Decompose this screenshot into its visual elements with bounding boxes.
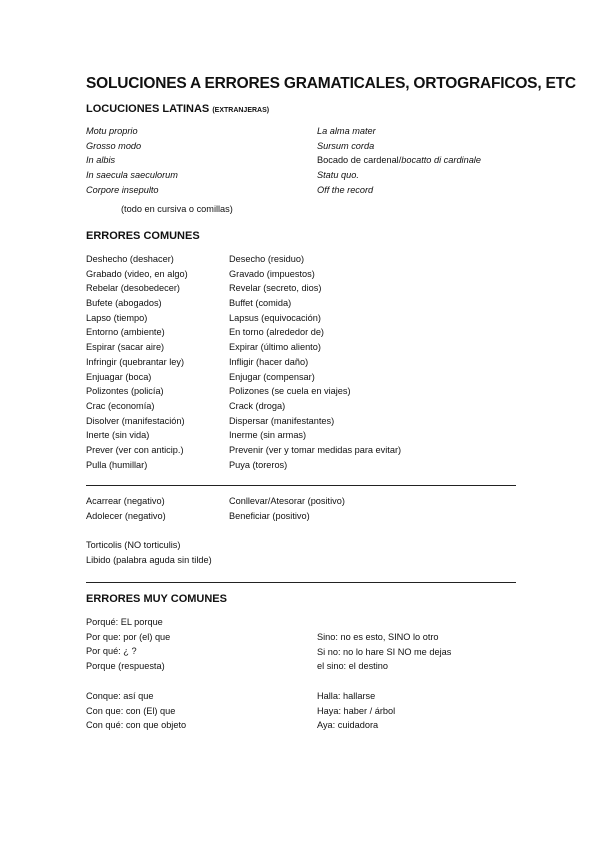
latin-term: In saecula saeculorum [86, 170, 178, 181]
list-item: Grabado (video, en algo) [86, 268, 188, 279]
list-item: Lapsus (equivocación) [229, 312, 321, 323]
list-item: En torno (alrededor de) [229, 327, 324, 338]
section-heading-muy: ERRORES MUY COMUNES [86, 593, 227, 605]
list-item: Con que: con (El) que [86, 705, 176, 716]
page-title: SOLUCIONES A ERRORES GRAMATICALES, ORTOGRAFICOS, ETC [86, 75, 576, 92]
latin-term: La alma mater [317, 126, 376, 136]
list-item: Crac (economía) [86, 400, 155, 411]
list-item: Gravado (impuestos) [229, 268, 315, 279]
list-item: Espirar (sacar aire) [86, 342, 165, 353]
divider [86, 582, 516, 583]
latin-term: Sursum corda [317, 140, 375, 151]
list-item: Infringir (quebrantar ley) [86, 356, 185, 367]
list-item: Deshecho (deshacer) [86, 254, 174, 264]
latin-term-italic: bocatto di cardinale [401, 155, 481, 166]
list-item: Libido (palabra aguda sin tilde) [86, 554, 212, 565]
list-item: Buffet (comida) [229, 298, 292, 309]
list-item: Inerte (sin vida) [86, 430, 150, 441]
list-item: Beneficiar (positivo) [229, 510, 310, 521]
list-item: Polizones (se cuela en viajes) [229, 386, 351, 397]
latin-term: Off the record [317, 184, 374, 195]
latin-term-mixed [317, 153, 481, 168]
latin-heading-note: (EXTRANJERAS) [212, 107, 270, 114]
list-item: Crack (droga) [229, 400, 286, 411]
list-item: Polizontes (policía) [86, 386, 164, 397]
list-item: Conque: así que [86, 691, 154, 701]
latin-note: (todo en cursiva o comillas) [121, 204, 233, 214]
list-item: Aya: cuidadora [317, 720, 379, 731]
list-item: Pulla (humillar) [86, 459, 148, 470]
list-item: Disolver (manifestación) [86, 415, 185, 426]
muy-left-column-2 [86, 689, 186, 733]
list-item: Enjugar (compensar) [229, 371, 315, 382]
latin-right-column [317, 124, 481, 197]
latin-heading-text: LOCUCIONES LATINAS [86, 103, 210, 115]
list-item: Por que: por (el) que [86, 631, 171, 642]
list-item: Lapso (tiempo) [86, 312, 148, 323]
muy-right-column-2 [317, 689, 395, 733]
errores-left-column [86, 252, 188, 472]
list-item: Conllevar/Atesorar (positivo) [229, 496, 345, 506]
errores-right-column [229, 252, 401, 472]
latin-term: Statu quo. [317, 170, 359, 181]
list-item: Porqué: EL porque [86, 617, 163, 627]
list-item: Adolecer (negativo) [86, 510, 166, 521]
list-item: Con qué: con que objeto [86, 720, 187, 731]
latin-term: Grosso modo [86, 140, 142, 151]
extra-right-column [229, 494, 345, 523]
list-item: Por qué: ¿ ? [86, 646, 137, 657]
list-item: Infligir (hacer daño) [229, 356, 309, 367]
divider [86, 485, 516, 486]
list-item: Revelar (secreto, dios) [229, 283, 322, 294]
list-item: Halla: hallarse [317, 691, 376, 701]
latin-term: Corpore insepulto [86, 184, 159, 195]
muy-left-column-1 [86, 615, 170, 674]
section-heading-errores: ERRORES COMUNES [86, 230, 200, 242]
list-item: Desecho (residuo) [229, 254, 305, 264]
list-item: Haya: haber / árbol [317, 705, 396, 716]
list-item: Si no: no lo hare SI NO me dejas [317, 646, 452, 657]
list-item: Entorno (ambiente) [86, 327, 165, 338]
list-item: Porque (respuesta) [86, 661, 165, 672]
list-item: Puya (toreros) [229, 459, 288, 470]
list-item: Expirar (último aliento) [229, 342, 321, 353]
muy-right-column-1 [317, 630, 451, 674]
list-item: Prever (ver con anticip.) [86, 444, 184, 455]
list-item: Dispersar (manifestantes) [229, 415, 335, 426]
extra-left-column [86, 494, 166, 523]
list-item: Acarrear (negativo) [86, 496, 165, 506]
list-item: Prevenir (ver y tomar medidas para evitar) [229, 444, 402, 455]
list-item: Enjuagar (boca) [86, 371, 152, 382]
list-item: Rebelar (desobedecer) [86, 283, 180, 294]
latin-term-normal: Bocado de cardenal/ [317, 155, 402, 166]
section-heading-latin [86, 103, 269, 115]
list-item: Torticolis (NO torticulis) [86, 540, 181, 550]
latin-term: Motu proprio [86, 126, 138, 136]
latin-term: In albis [86, 155, 116, 166]
extra-single-column [86, 538, 212, 567]
list-item: Bufete (abogados) [86, 298, 162, 309]
list-item: Sino: no es esto, SINO lo otro [317, 632, 439, 642]
list-item: Inerme (sin armas) [229, 430, 307, 441]
list-item: el sino: el destino [317, 661, 388, 672]
latin-left-column [86, 124, 178, 197]
